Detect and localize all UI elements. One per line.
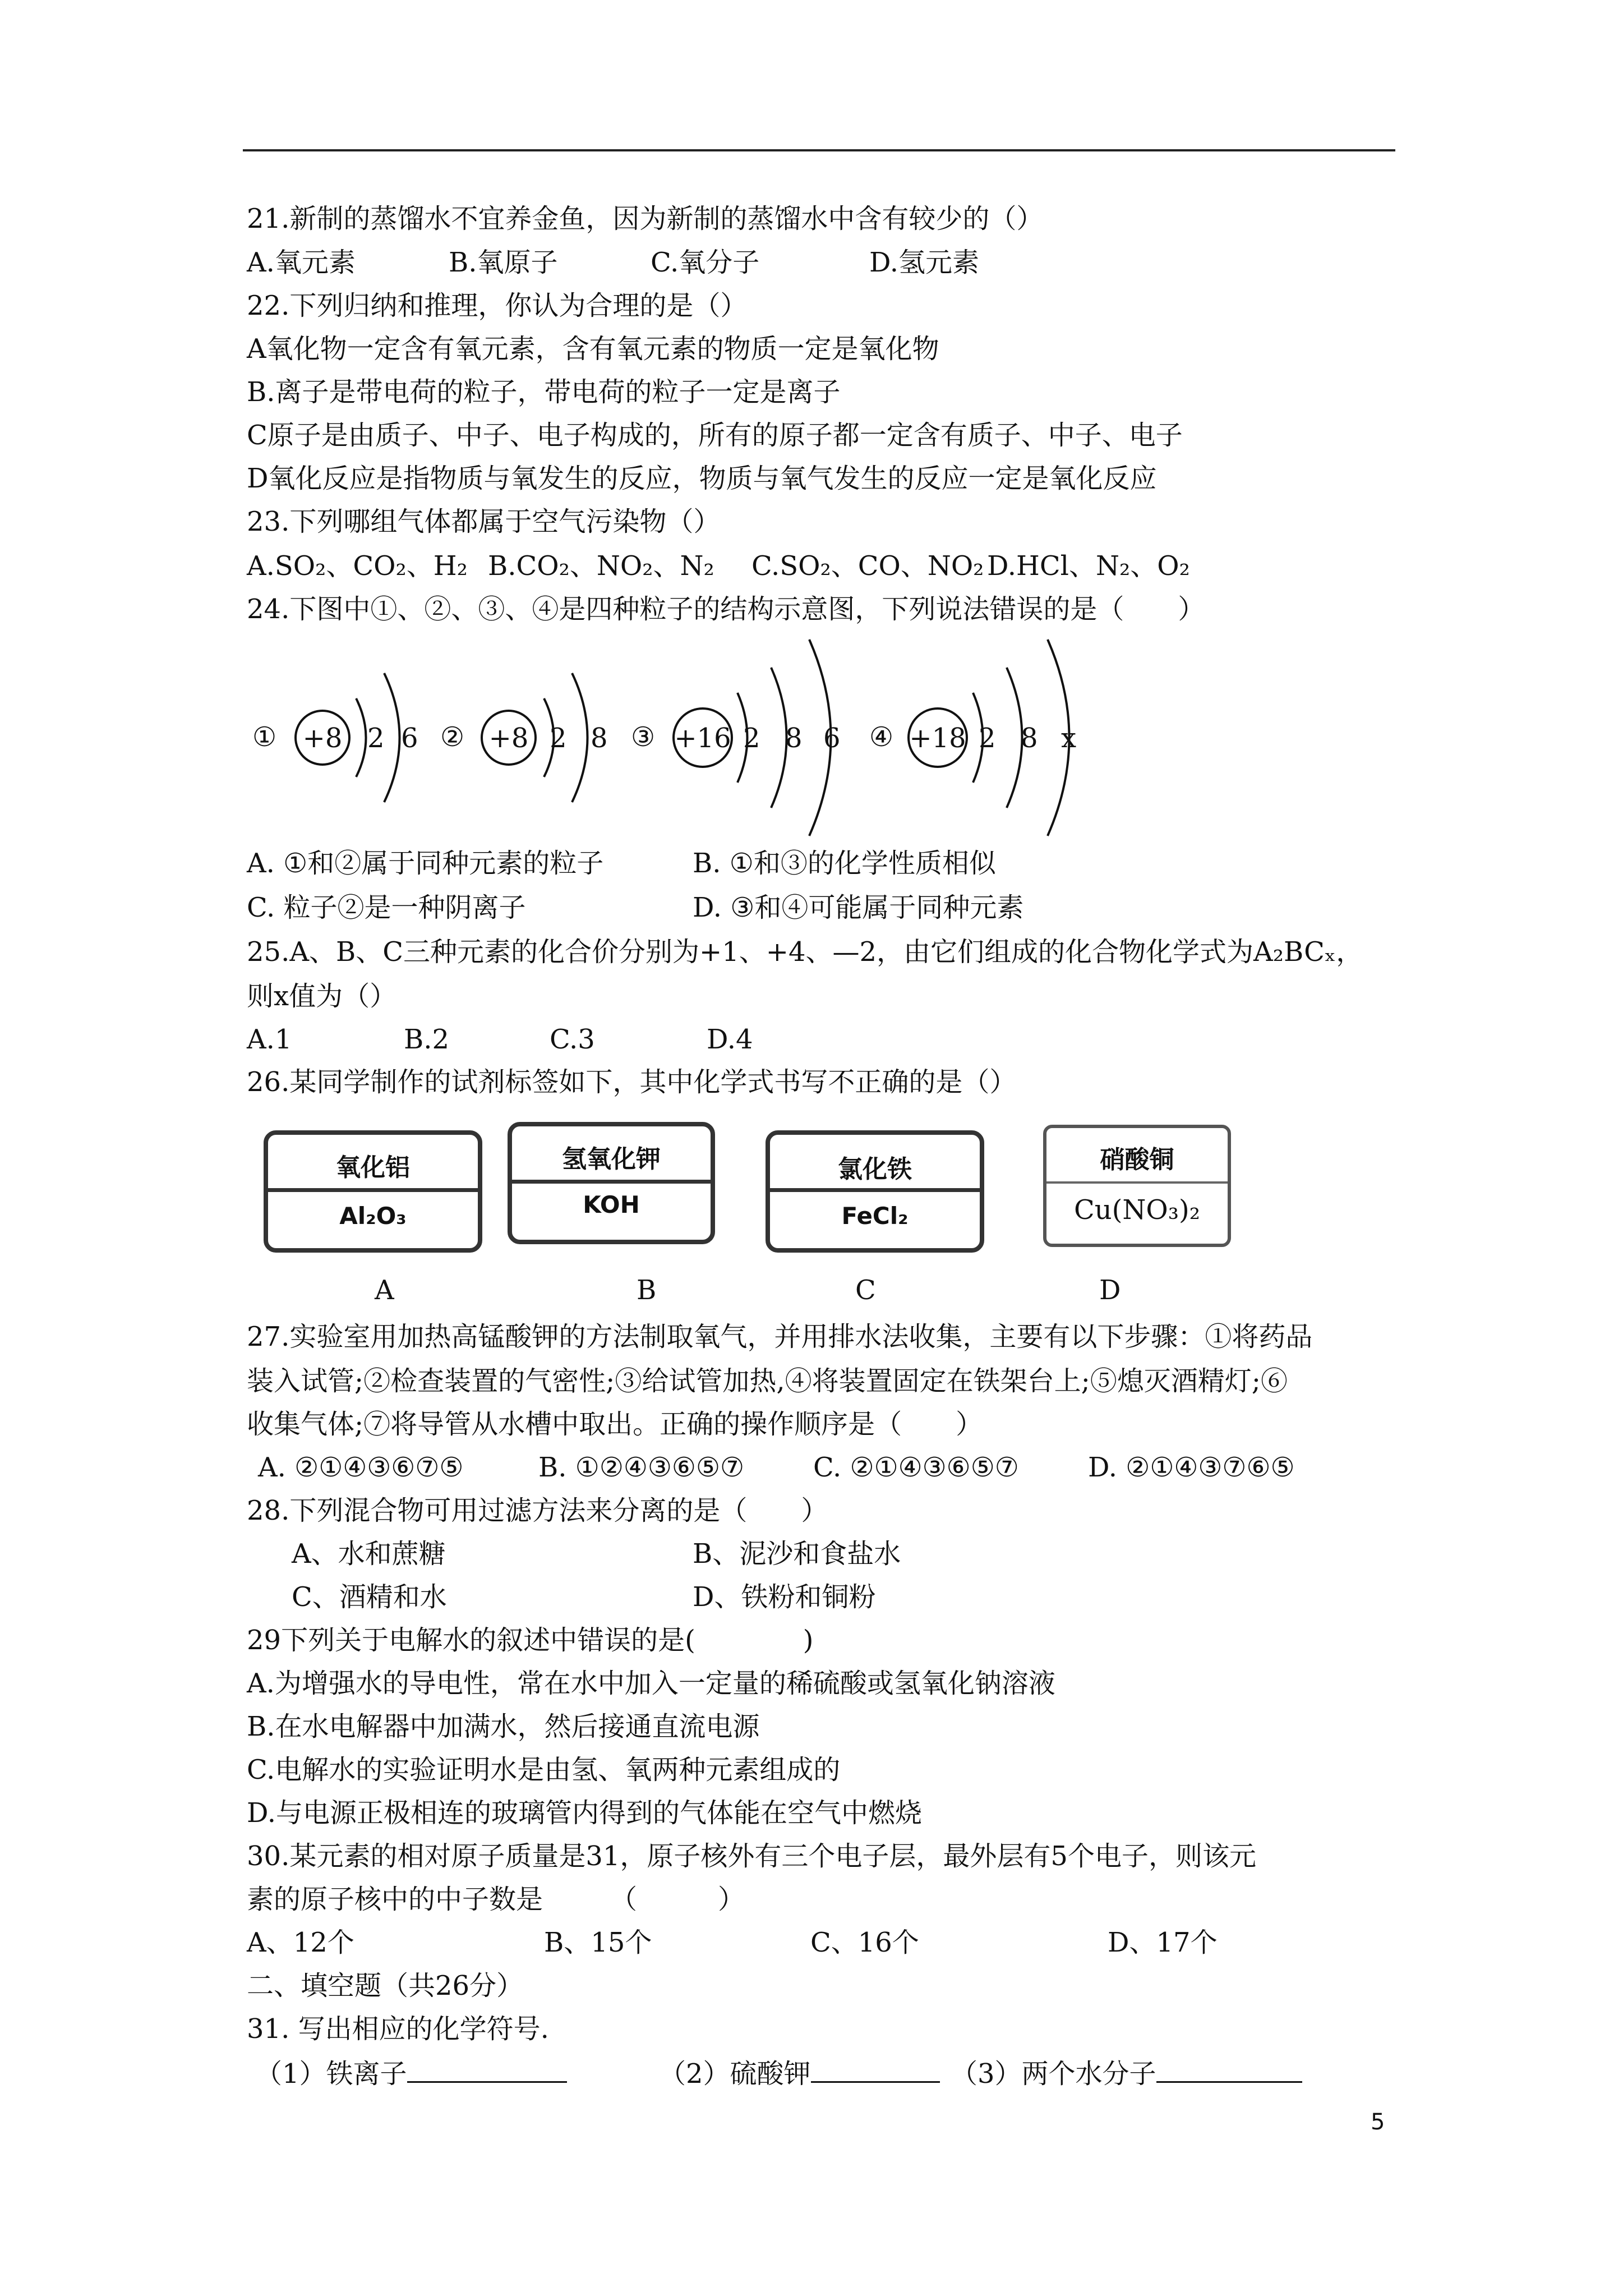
diagram-3 (631, 639, 841, 836)
reagent-label-d-divider (1046, 1181, 1228, 1184)
q31-part-1-blank[interactable] (407, 2054, 567, 2083)
reagent-label-b-formula: KOH (583, 1191, 640, 1218)
label-letter-d: D (1099, 1274, 1121, 1306)
reagent-label-c-name: 氯化铁 (838, 1155, 912, 1184)
q29-option-b: B.在水电解器中加满水，然后接通直流电源 (247, 1711, 760, 1742)
q31-part-2-label: （2）硫酸钾 (659, 2058, 811, 2090)
diagram-1-shell-1: 2 (367, 723, 385, 754)
reagent-label-d-name: 硝酸铜 (1100, 1145, 1174, 1174)
q27-option-a: A. ②①④③⑥⑦⑤ (258, 1452, 464, 1483)
q27-stem-line-2: 装入试管;②检查装置的气密性;③给试管加热,④将装置固定在铁架台上;⑤熄灭酒精灯;⑥ (247, 1365, 1288, 1397)
reagent-label-a-formula: Al₂O₃ (339, 1202, 407, 1230)
q28-option-c: C、酒精和水 (292, 1581, 447, 1613)
q23-option-d: D.HCl、N₂、O₂ (987, 550, 1190, 582)
reagent-label-d-formula: Cu(NO₃)₂ (1074, 1194, 1200, 1226)
q23-option-b: B.CO₂、NO₂、N₂ (488, 550, 714, 582)
q23-stem: 23.下列哪组气体都属于空气污染物（） (247, 506, 721, 537)
q22-stem: 22.下列归纳和推理，你认为合理的是（） (247, 290, 748, 321)
q27-stem-line-3: 收集气体;⑦将导管从水槽中取出。正确的操作顺序是（ ） (247, 1409, 983, 1440)
q25-option-b: B.2 (404, 1024, 450, 1055)
q31-part-1-label: （1）铁离子 (255, 2058, 407, 2090)
q25-option-c: C.3 (550, 1024, 595, 1055)
q22-option-a: A氧化物一定含有氧元素，含有氧元素的物质一定是氧化物 (247, 333, 939, 365)
q28-option-a: A、水和蔗糖 (292, 1538, 446, 1570)
q21-option-d: D.氢元素 (869, 247, 980, 278)
q21-option-a: A.氧元素 (247, 247, 356, 278)
q27-option-c: C. ②①④③⑥⑤⑦ (813, 1452, 1019, 1483)
diagram-4-shell-3: x (1061, 723, 1077, 754)
reagent-label-a-divider (268, 1188, 478, 1192)
q22-option-d: D氧化反应是指物质与氧发生的反应，物质与氧气发生的反应一定是氧化反应 (247, 463, 1157, 494)
q31-part-3 (951, 2054, 1302, 2092)
diagram-3-shell-3: 6 (823, 723, 841, 754)
header-rule (243, 149, 1395, 151)
q25-option-d: D.4 (707, 1024, 753, 1055)
diagram-4-number: ④ (869, 721, 894, 753)
diagram-3-shell-1: 2 (743, 723, 760, 754)
diagram-3-shell-arc (771, 668, 787, 808)
q29-option-d: D.与电源正极相连的玻璃管内得到的气体能在空气中燃烧 (247, 1797, 923, 1829)
q21-option-b: B.氧原子 (449, 247, 558, 278)
reagent-label-c (766, 1130, 984, 1253)
q27-option-b: B. ①②④③⑥⑤⑦ (538, 1452, 745, 1483)
q31-part-2-blank[interactable] (811, 2054, 940, 2083)
diagram-1-number: ① (252, 721, 277, 753)
q22-option-c: C原子是由质子、中子、电子构成的，所有的原子都一定含有质子、中子、电子 (247, 420, 1183, 451)
q29-option-c: C.电解水的实验证明水是由氢、氧两种元素组成的 (247, 1754, 841, 1786)
q21-stem: 21.新制的蒸馏水不宜养金鱼，因为新制的蒸馏水中含有较少的（） (247, 203, 1044, 234)
reagent-label-b-name: 氢氧化钾 (562, 1145, 661, 1174)
diagram-3-shell-2: 8 (785, 723, 803, 754)
q31-stem: 31. 写出相应的化学符号. (247, 2013, 549, 2045)
q26-stem: 26.某同学制作的试剂标签如下，其中化学式书写不正确的是（） (247, 1066, 1017, 1098)
q24-stem: 24.下图中①、②、③、④是四种粒子的结构示意图，下列说法错误的是（ ） (247, 593, 1205, 625)
q23-option-c: C.SO₂、CO、NO₂ (751, 550, 984, 582)
q30-option-a: A、12个 (247, 1927, 354, 1958)
q30-option-b: B、15个 (544, 1927, 652, 1958)
diagram-2-shell-arc (572, 673, 588, 802)
diagram-4-shell-arc (1007, 668, 1022, 808)
q31-part-3-label: （3）两个水分子 (951, 2058, 1156, 2090)
q25-stem-line-2: 则x值为（） (247, 981, 397, 1012)
page-number: 5 (1371, 2109, 1385, 2135)
reagent-label-a-name: 氧化铝 (336, 1153, 410, 1182)
reagent-label-c-formula: FeCl₂ (841, 1202, 909, 1230)
q27-option-d: D. ②①④③⑦⑥⑤ (1088, 1452, 1295, 1483)
q22-option-b: B.离子是带电荷的粒子，带电荷的粒子一定是离子 (247, 376, 841, 408)
q31-part-3-blank[interactable] (1156, 2054, 1302, 2083)
diagram-2-nucleus-charge: +8 (488, 723, 529, 754)
q29-stem: 29下列关于电解水的叙述中错误的是( ) (247, 1625, 814, 1656)
q28-option-d: D、铁粉和铜粉 (693, 1581, 876, 1613)
diagram-1-nucleus-charge: +8 (302, 723, 343, 754)
q29-option-a: A.为增强水的导电性，常在水中加入一定量的稀硫酸或氢氧化钠溶液 (247, 1668, 1055, 1699)
q30-stem-line-1: 30.某元素的相对原子质量是31，原子核外有三个电子层，最外层有5个电子，则该元 (247, 1841, 1256, 1872)
diagram-2-shell-1: 2 (550, 723, 567, 754)
reagent-label-b (508, 1122, 715, 1244)
reagent-label-c-divider (770, 1188, 980, 1192)
q23-option-a: A.SO₂、CO₂、H₂ (247, 550, 468, 582)
q24-option-c: C. 粒子②是一种阴离子 (247, 892, 526, 923)
q24-option-b: B. ①和③的化学性质相似 (693, 848, 996, 879)
diagram-1-shell-arc (356, 698, 366, 777)
atomic-structure-diagrams (241, 628, 1195, 853)
q28-option-b: B、泥沙和食盐水 (693, 1538, 901, 1570)
diagram-2-number: ② (440, 721, 465, 753)
diagram-1-shell-arc (384, 673, 400, 802)
reagent-label-b-divider (512, 1180, 711, 1184)
q31-part-2 (659, 2054, 940, 2092)
reagent-label-d (1043, 1125, 1231, 1247)
reagent-label-a (264, 1130, 482, 1253)
diagram-1 (252, 673, 418, 802)
q24-option-d: D. ③和④可能属于同种元素 (693, 892, 1024, 923)
q28-stem: 28.下列混合物可用过滤方法来分离的是（ ） (247, 1495, 828, 1526)
q30-stem-line-2: 素的原子核中的中子数是 （ ） (247, 1884, 745, 1915)
diagram-3-nucleus-charge: +16 (674, 723, 731, 754)
q30-option-d: D、17个 (1108, 1927, 1218, 1958)
q30-option-c: C、16个 (810, 1927, 919, 1958)
label-letter-c: C (855, 1274, 876, 1306)
q25-option-a: A.1 (247, 1024, 292, 1055)
diagram-3-number: ③ (631, 721, 656, 753)
q25-stem-line-1: 25.A、B、C三种元素的化合价分别为+1、+4、—2，由它们组成的化合物化学式为A₂BCₓ， (247, 936, 1363, 968)
diagram-4-shell-2: 8 (1021, 723, 1038, 754)
diagram-4-shell-1: 2 (979, 723, 996, 754)
q24-option-a: A. ①和②属于同种元素的粒子 (247, 848, 604, 879)
q27-stem-line-1: 27.实验室用加热高锰酸钾的方法制取氧气，并用排水法收集，主要有以下步骤：①将药品 (247, 1321, 1313, 1352)
q21-option-c: C.氧分子 (651, 247, 760, 278)
diagram-4 (869, 639, 1076, 836)
label-letter-b: B (637, 1274, 657, 1306)
diagram-2 (440, 673, 608, 802)
diagram-4-nucleus-charge: +18 (909, 723, 966, 754)
section-2-heading: 二、填空题（共26分） (247, 1970, 524, 2001)
diagram-1-shell-2: 6 (401, 723, 418, 754)
q31-part-1 (255, 2054, 567, 2092)
diagram-2-shell-2: 8 (591, 723, 608, 754)
label-letter-a: A (375, 1274, 394, 1306)
